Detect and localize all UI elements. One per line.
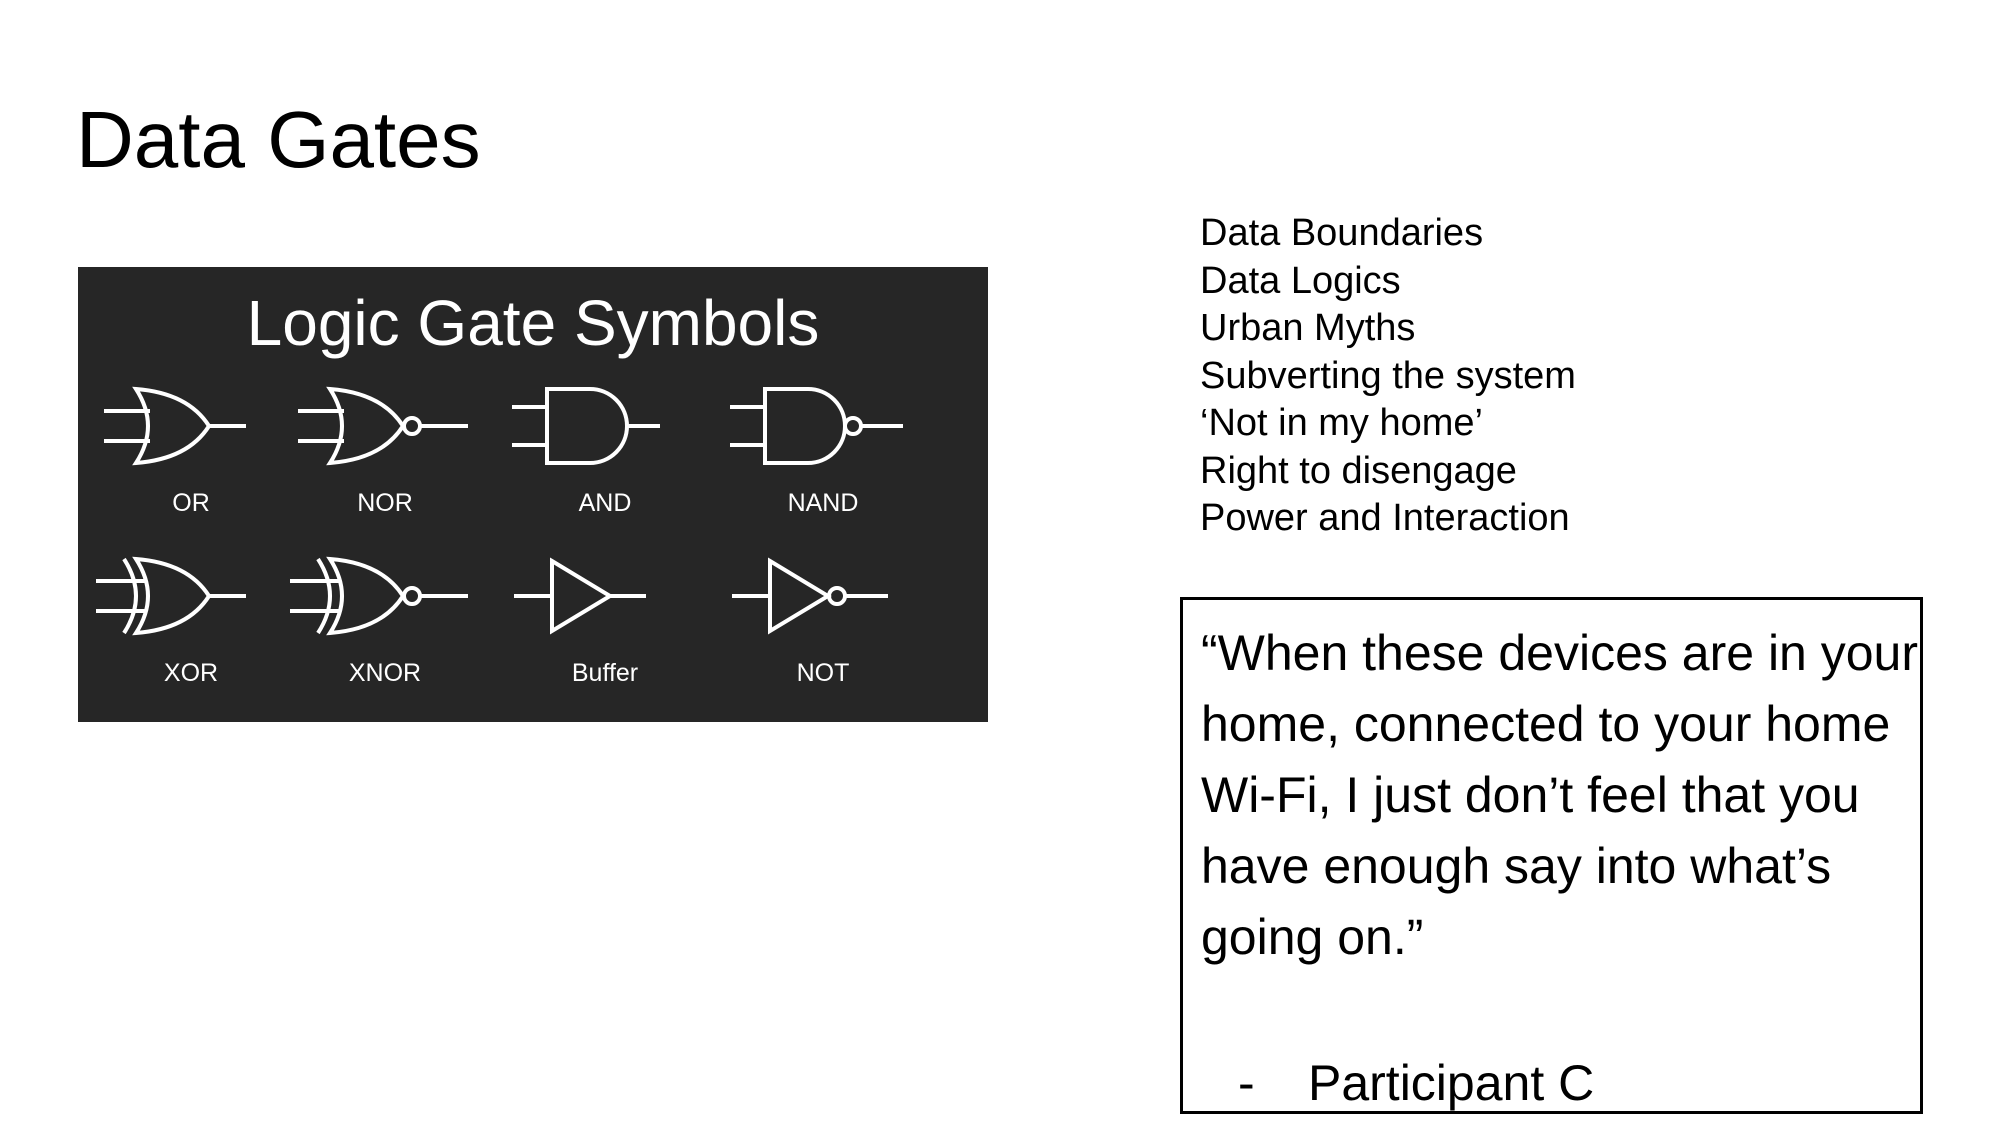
- gate-label: AND: [578, 489, 632, 517]
- nand-gate-icon: [728, 377, 918, 487]
- attribution-name: Participant C: [1308, 1055, 1595, 1111]
- topic-item: Right to disengage: [1200, 449, 1517, 492]
- topic-item: ‘Not in my home’: [1200, 402, 1483, 444]
- nor-gate-icon: [290, 377, 480, 487]
- attribution-dash: -: [1238, 1055, 1255, 1111]
- gate-and: [510, 377, 700, 517]
- gate-xnor: [290, 547, 480, 687]
- gate-label: Buffer: [571, 659, 639, 687]
- topic-item: Power and Interaction: [1200, 497, 1570, 539]
- gate-nand: [728, 377, 918, 517]
- xor-gate-icon: [96, 547, 286, 657]
- gate-label: NAND: [787, 489, 859, 517]
- topic-list: [1200, 210, 1576, 543]
- gate-label: XNOR: [348, 659, 422, 687]
- gate-buffer: [510, 547, 700, 687]
- quote-attribution: [1238, 1048, 1594, 1119]
- topic-item: Data Logics: [1200, 259, 1401, 302]
- and-gate-icon: [510, 377, 700, 487]
- topic-item: Data Boundaries: [1200, 212, 1484, 254]
- topic-item: Urban Myths: [1200, 307, 1416, 349]
- gate-label: NOR: [357, 489, 413, 517]
- gate-nor: [290, 377, 480, 517]
- not-gate-icon: [728, 547, 918, 657]
- topic-item: Subverting the system: [1200, 354, 1576, 397]
- gate-label: XOR: [163, 659, 219, 687]
- gate-label: NOT: [796, 659, 850, 687]
- gate-or: [96, 377, 286, 517]
- buffer-gate-icon: [510, 547, 700, 657]
- logic-gate-symbols-image: [78, 267, 988, 722]
- gate-not: [728, 547, 918, 687]
- gate-panel-title: Logic Gate Symbols: [246, 287, 820, 359]
- quote-box: [1180, 597, 1923, 1114]
- gate-xor: [96, 547, 286, 687]
- slide-title: Data Gates: [76, 95, 481, 184]
- gate-label: OR: [172, 489, 210, 517]
- xnor-gate-icon: [290, 547, 480, 657]
- quote-text: “When these devices are in your home, connected to your home Wi-Fi, I just don’t feel that you have enough say into what’s going on.”: [1201, 625, 1919, 965]
- or-gate-icon: [96, 377, 286, 487]
